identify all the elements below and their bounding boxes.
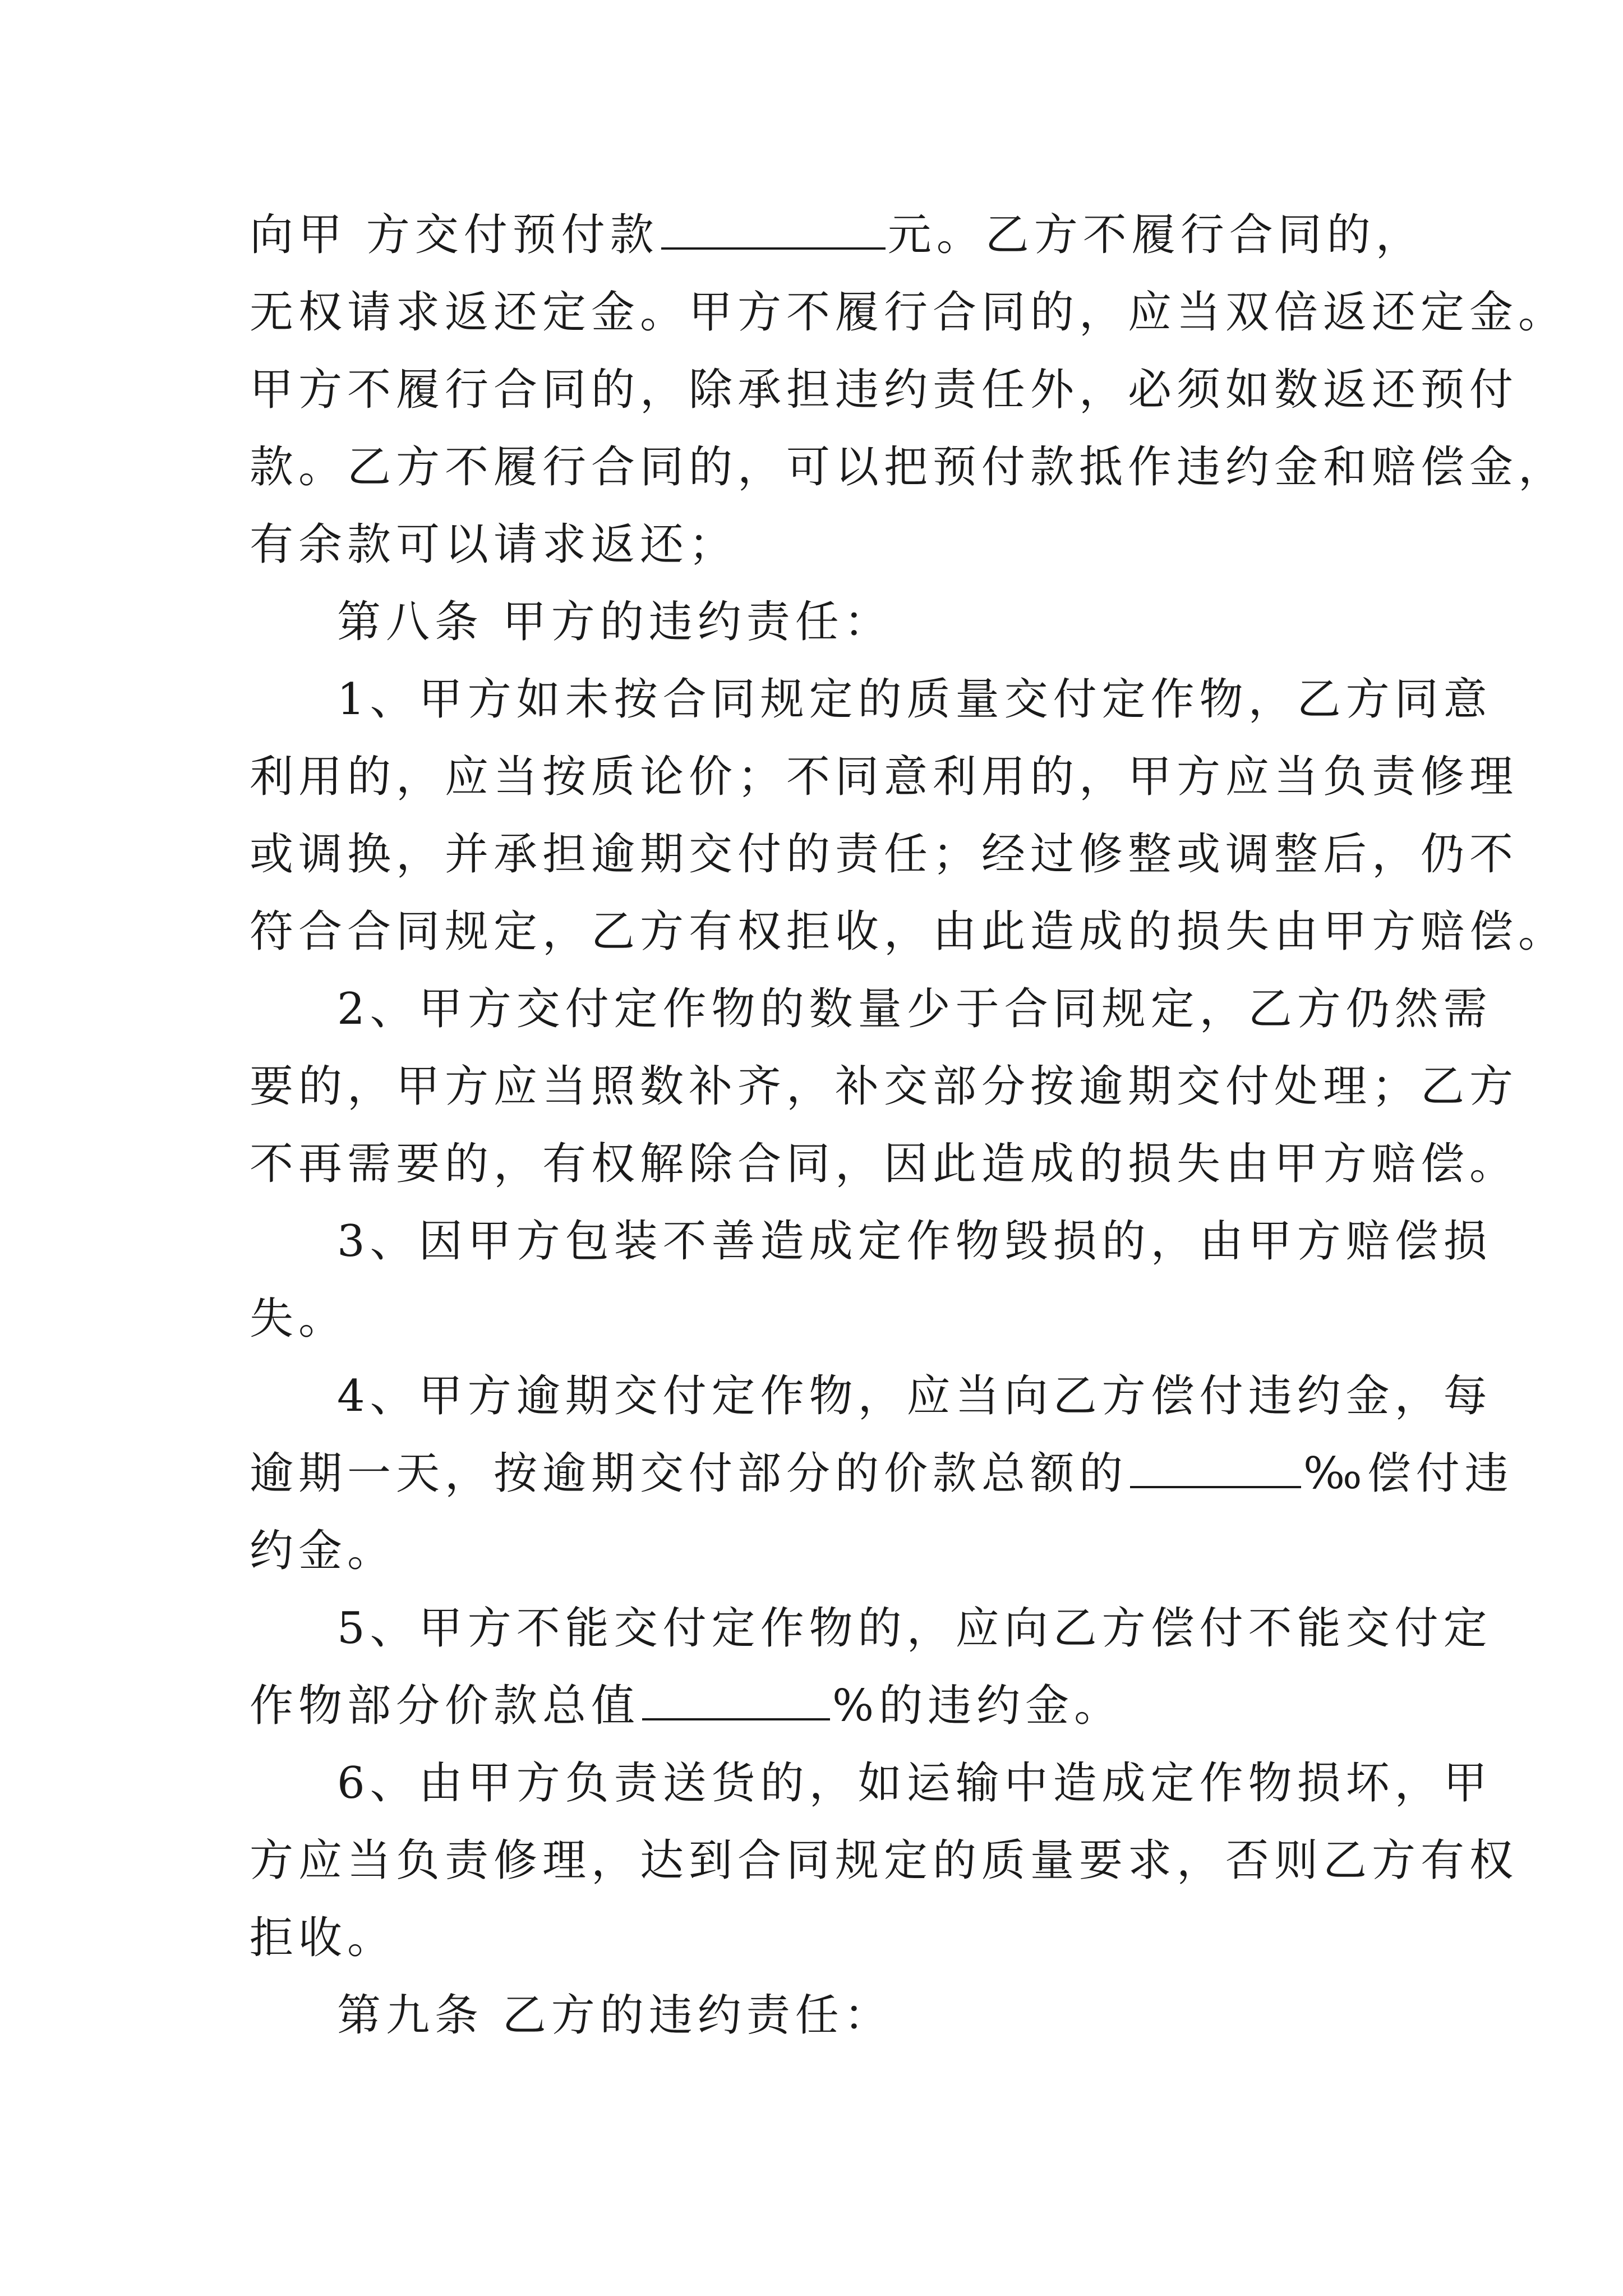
text-line: 方应当负责修理，达到合同规定的质量要求，否则乙方有权 bbox=[250, 1835, 1519, 1886]
text-line: 要的，甲方应当照数补齐，补交部分按逾期交付处理；乙方 bbox=[250, 1061, 1519, 1112]
text-line bbox=[250, 1667, 1388, 1745]
text-line: 利用的，应当按质论价；不同意利用的，甲方应当负责修理 bbox=[250, 752, 1519, 802]
contract-body bbox=[250, 196, 1567, 2054]
text-segment: 逾期一天，按逾期交付部分的价款总额的 bbox=[250, 1448, 1128, 1499]
text-line: 或调换，并承担逾期交付的责任；经过修整或调整后，仍不 bbox=[250, 829, 1519, 880]
text-line bbox=[250, 1435, 1514, 1512]
clause-8-3: 3、因甲方包装不善造成定作物毁损的，由甲方赔偿损 bbox=[337, 1216, 1492, 1267]
article-8-heading: 第八条 甲方的违约责任： bbox=[337, 597, 893, 647]
text-line bbox=[250, 196, 1424, 274]
prepayment-blank bbox=[661, 208, 886, 250]
clause-8-5: 5、甲方不能交付定作物的，应向乙方偿付不能交付定 bbox=[337, 1603, 1492, 1654]
text-line: 拒收。 bbox=[250, 1913, 396, 1963]
text-line: 无权请求返还定金。甲方不履行合同的，应当双倍返还定金。 bbox=[250, 287, 1567, 338]
clause-8-6: 6、由甲方负责送货的，如运输中造成定作物损坏，甲 bbox=[337, 1758, 1492, 1809]
text-segment: ‰偿付违 bbox=[1303, 1448, 1514, 1499]
text-line: 约金。 bbox=[250, 1526, 396, 1576]
text-segment: 作物部分价款总值 bbox=[250, 1681, 640, 1731]
percent-blank bbox=[642, 1679, 830, 1720]
permille-blank bbox=[1130, 1447, 1301, 1488]
text-line: 甲方不履行合同的，除承担违约责任外，必须如数返还预付 bbox=[250, 365, 1519, 415]
text-segment: 向甲 方交付预付款 bbox=[250, 210, 659, 260]
clause-8-2: 2、甲方交付定作物的数量少于合同规定，乙方仍然需 bbox=[337, 984, 1492, 1034]
clause-8-1: 1、甲方如未按合同规定的质量交付定作物，乙方同意 bbox=[337, 674, 1492, 725]
text-line: 不再需要的，有权解除合同，因此造成的损失由甲方赔偿。 bbox=[250, 1139, 1519, 1189]
clause-8-4: 4、甲方逾期交付定作物，应当向乙方偿付违约金，每 bbox=[337, 1371, 1492, 1421]
text-segment: %的违约金。 bbox=[832, 1681, 1123, 1731]
text-line: 款。乙方不履行合同的，可以把预付款抵作违约金和赔偿金， bbox=[250, 442, 1567, 493]
text-line: 失。 bbox=[250, 1294, 348, 1344]
text-line: 有余款可以请求返还； bbox=[250, 519, 738, 570]
article-9-heading: 第九条 乙方的违约责任： bbox=[337, 1990, 893, 2041]
text-segment: 元。乙方不履行合同的， bbox=[887, 210, 1424, 260]
text-line: 符合合同规定，乙方有权拒收，由此造成的损失由甲方赔偿。 bbox=[250, 907, 1567, 957]
